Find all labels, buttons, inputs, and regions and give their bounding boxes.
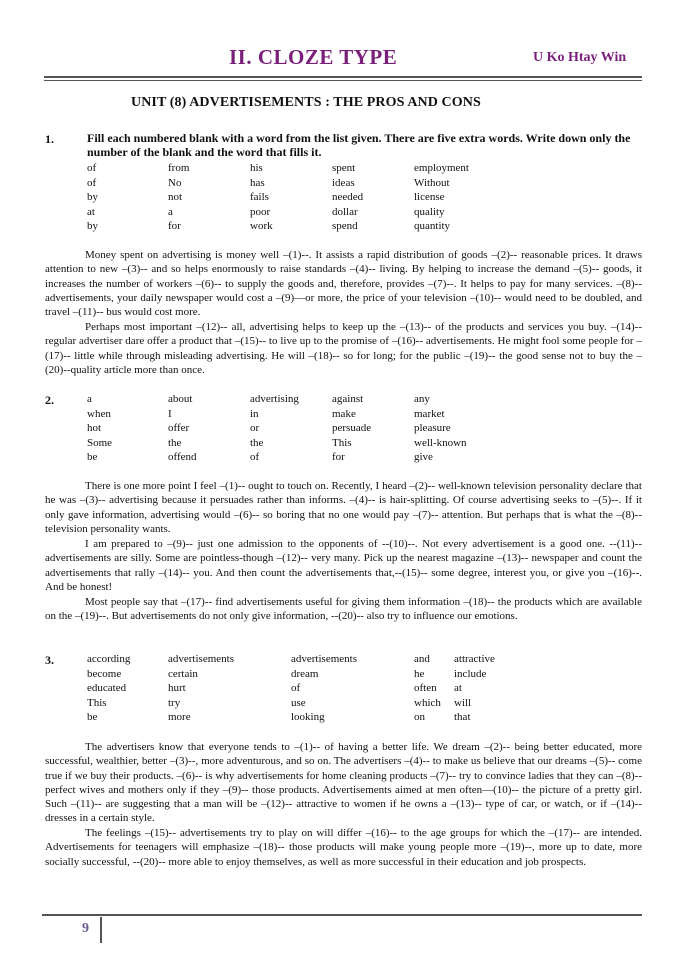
word-cell: attractive (454, 653, 495, 665)
word-cell: on (414, 711, 425, 723)
word-row (87, 407, 467, 422)
word-list-3 (87, 652, 495, 725)
footer-rule (42, 914, 642, 916)
word-row (87, 392, 467, 407)
word-cell: against (332, 393, 364, 405)
word-cell: at (454, 682, 462, 694)
word-cell: a (168, 205, 173, 218)
word-cell: well-known (414, 436, 467, 449)
word-cell: work (250, 220, 273, 232)
word-cell: that (454, 711, 471, 723)
word-cell: poor (250, 205, 271, 218)
passage-paragraph: Most people say that –(17)-- find advertisements useful for giving them information –(18)-- the products which are available on the –(19)--. But advertisements do not only give information, --(20)-- also try to influence our emotions. (45, 596, 642, 623)
word-cell: hurt (168, 682, 186, 694)
word-cell: educated (87, 682, 127, 694)
word-cell: ideas (332, 176, 355, 189)
word-cell: of (291, 682, 301, 694)
word-cell: offer (168, 422, 190, 434)
word-cell: be (87, 711, 98, 723)
word-cell: employment (414, 162, 469, 174)
word-cell: market (414, 407, 445, 420)
word-cell: advertising (250, 393, 299, 405)
word-row (87, 436, 467, 451)
word-cell: of (250, 451, 260, 463)
word-cell: Some (87, 436, 113, 449)
word-cell: more (168, 711, 191, 723)
word-list-1 (87, 161, 469, 234)
word-row (87, 205, 469, 220)
word-cell: by (87, 220, 98, 232)
word-row (87, 710, 495, 725)
word-cell: from (168, 162, 190, 174)
word-cell: give (414, 451, 433, 463)
word-cell: of (87, 176, 97, 189)
word-cell: his (250, 162, 263, 174)
page-number: 9 (82, 921, 89, 936)
word-cell: No (168, 176, 182, 189)
word-row (87, 219, 469, 234)
word-cell: fails (250, 191, 269, 203)
word-cell: the (168, 436, 182, 449)
word-cell: advertisements (291, 653, 357, 665)
word-cell: in (250, 407, 259, 420)
word-cell: looking (291, 711, 325, 723)
word-cell: by (87, 191, 98, 203)
word-cell: Without (414, 176, 450, 189)
word-cell: pleasure (414, 422, 451, 434)
passage-paragraph: Perhaps most important –(12)-- all, advertising helps to keep up the –(13)-- of the products and services you buy. –(14)-- regular advertiser dare offer a product that –(15)-- to live up to the promise of –(16)-- advertisements. He might fool some people for –(17)-- little while through misleading advertising. He will –(18)-- so for long; for the public –(19)-- the good sense not to buy the –(20)--quality article more than once. (45, 321, 642, 376)
word-cell: spent (332, 162, 356, 174)
word-cell: advertisements (168, 653, 234, 665)
word-cell: any (414, 393, 430, 405)
word-cell: be (87, 451, 98, 463)
word-cell: hot (87, 422, 102, 434)
word-cell: of (87, 162, 97, 174)
word-list-2 (87, 392, 467, 465)
author-name: U Ko Htay Win (533, 50, 627, 65)
unit-title: UNIT (8) ADVERTISEMENTS : THE PROS AND CONS (131, 95, 481, 110)
word-row (87, 652, 495, 667)
word-cell: often (414, 682, 437, 694)
word-cell: dream (291, 667, 319, 680)
passage-paragraph: The advertisers know that everyone tends to –(1)-- of having a better life. We dream –(2)-- being better educated, more successful, wealthier, better –(3)--, more adventurous, and so on. The advertisers –(4)-- to make us believe that our dreams –(5)-- come true if we buy their products. –(6)-- is why advertisements for home cleaning products –(7)-- try to convince ladies that they can –(8)-- perfect wives and mothers only if they –(9)-- those products. Advertisements aimed at men often—(10)-- the picture of a pretty girl. Such –(11)-- are suggesting that a man will be –(12)-- attractive to women if he owns a –(13)-- type of car, or watch, or if –(14)-- dresses in a certain style. (45, 741, 642, 825)
question-number-1: 1. (45, 132, 54, 146)
header-rule-thin (44, 80, 642, 81)
passage-paragraph: I am prepared to –(9)-- just one admission to the opponents of --(10)--. Not every advertisement is a good one. --(11)-- advertisements are silly. Some are pointless-though –(12)-- very many. Pick up the nearest magazine –(13)-- newspaper and count the advertisements that rally –(14)-- you. And then count the advertisements that,--(15)-- some degree, interest you, or give you –(16)--. And be honest! (45, 538, 642, 593)
question-number-3: 3. (45, 653, 54, 667)
word-cell: include (454, 667, 487, 680)
word-cell: try (168, 696, 181, 709)
word-cell: when (87, 407, 111, 420)
word-row (87, 681, 495, 696)
word-cell: according (87, 653, 131, 665)
question-instruction: Fill each numbered blank with a word from the list given. There are five extra words. Write down only the number of the blank and the word that fills it. (87, 131, 631, 159)
word-row (87, 190, 469, 205)
word-row (87, 421, 467, 436)
question-number-2: 2. (45, 393, 54, 407)
word-cell: become (87, 667, 122, 680)
word-cell: for (332, 451, 345, 463)
word-cell: which (414, 696, 441, 709)
word-cell: a (87, 393, 92, 405)
word-cell: make (332, 407, 356, 420)
word-cell: and (414, 653, 430, 665)
word-cell: needed (332, 191, 364, 203)
word-cell: certain (168, 667, 198, 680)
passage-paragraph: Money spent on advertising is money well –(1)--. It assists a rapid distribution of goods –(2)-- reasonable prices. It draws attention to new –(3)-- and so helps enormously to raise standards –(4)-- living. By helping to increase the demand –(5)-- goods, it increases the number of workers –(6)-- to supply the goods and, therefore, provides –(7)--. It helps to pay for many services. –(8)-- advertisements, your daily newspaper would cost a –(9)—or more, the price of your television –(10)-- would need to be doubled, and travel –(11)-- bus would cost more. (45, 249, 642, 319)
word-cell: This (332, 436, 352, 449)
word-cell: quality (414, 205, 445, 218)
word-cell: at (87, 205, 95, 218)
passage-paragraph: There is one more point I feel –(1)-- ought to touch on. Recently, I heard –(2)-- well-known television personality declare that he was –(3)-- advertising because it persuades rather than informs. –(4)-- is hair-splitting. Of course advertising seeks to –(5)--. If it only gave information, advertising would –(6)-- so boring that no one would pay –(7)-- attention. But perhaps that is what the –(8)--television personality wants. (45, 480, 642, 535)
word-row (87, 161, 469, 176)
word-row (87, 450, 467, 465)
word-cell: quantity (414, 220, 451, 232)
word-cell: persuade (332, 422, 372, 434)
page-number-divider (100, 917, 102, 943)
word-row (87, 176, 469, 191)
passage-paragraph: The feelings –(15)-- advertisements try to play on will differ –(16)-- to the age groups for which the –(17)-- are intended. Advertisements for teenagers will emphasize –(18)-- those products will make young people more –(19)--, more up to date, more socially successful, --(20)-- more able to enjoy themselves, as well as more successful in their education and job prospects. (45, 827, 642, 868)
word-cell: will (454, 696, 472, 709)
word-cell: I (168, 407, 172, 420)
word-cell: offend (168, 451, 197, 463)
word-cell: dollar (332, 205, 358, 218)
word-cell: or (250, 422, 260, 434)
word-cell: about (168, 393, 193, 405)
word-cell: use (291, 696, 306, 709)
word-row (87, 667, 495, 682)
header-rule (44, 76, 642, 78)
word-cell: has (250, 176, 265, 189)
word-cell: the (250, 436, 264, 449)
word-cell: This (87, 696, 107, 709)
word-cell: he (414, 667, 425, 680)
word-cell: not (168, 191, 183, 203)
word-row (87, 696, 495, 711)
word-cell: for (168, 220, 181, 232)
section-title: II. CLOZE TYPE (229, 45, 398, 69)
word-cell: license (414, 191, 445, 203)
word-cell: spend (332, 220, 358, 232)
